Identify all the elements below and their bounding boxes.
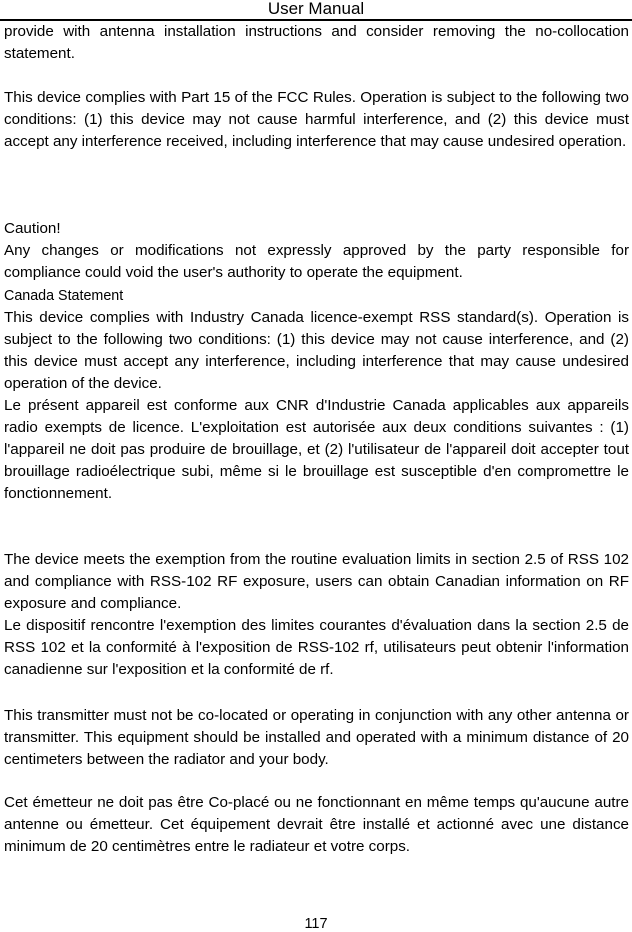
paragraph-fcc-part15: This device complies with Part 15 of the FCC Rules. Operation is subject to the following two conditions: (1) this device may not cause harmful interference, and (2) this device must accept any interference received, including interference that may cause undesired operation. [4,89,629,150]
caution-heading: Caution! [4,220,61,237]
paragraph-antenna-instructions: provide with antenna installation instructions and consider removing the no-collocation statement. [4,23,629,62]
paragraph-transmitter-french: Cet émetteur ne doit pas être Co-placé ou ne fonctionnant en même temps qu'aucune autre antenne ou émetteur. Cet équipement devrait être installé et actionné avec une distance minimum de 20 centimètres entre le radiateur et votre corps. [4,794,629,855]
paragraph-canada-french: Le présent appareil est conforme aux CNR d'Industrie Canada applicables aux appareils radio exempts de licence. L'exploitation est autorisée aux deux conditions suivantes : (1) l'appareil ne doit pas produire de brouillage, et (2) l'utilisateur de l'appareil doit accepter tout brouillage radioélectrique subi, même si le brouillage est susceptible d'en compromettre le fonctionnement. [4,397,629,502]
paragraph-rss102-english: The device meets the exemption from the routine evaluation limits in section 2.5 of RSS 102 and compliance with RSS-102 RF exposure, users can obtain Canadian information on RF exposure and compliance. [4,551,629,612]
canada-statement-heading: Canada Statement [4,288,124,304]
paragraph-canada-english: This device complies with Industry Canada licence-exempt RSS standard(s). Operation is subject to the following two conditions: (1) this device may not cause interference, and (2) this device must accept any interference, including interference that may cause undesired operation of the device. [4,309,629,392]
paragraph-transmitter-english: This transmitter must not be co-located or operating in conjunction with any other antenna or transmitter. This equipment should be installed and operated with a minimum distance of 20 centimeters between the radiator and your body. [4,707,629,768]
page-number: 117 [304,916,328,932]
paragraph-rss102-french: Le dispositif rencontre l'exemption des limites courantes d'évaluation dans la section 2.5 de RSS 102 et la conformité à l'exposition de RSS-102 rf, utilisateurs peut obtenir l'information canadienne sur l'exposition et la conformité de rf. [4,617,629,678]
page-header-title: User Manual [267,0,365,18]
paragraph-caution-body: Any changes or modifications not expressly approved by the party responsible for compliance could void the user's authority to operate the equipment. [4,242,629,281]
